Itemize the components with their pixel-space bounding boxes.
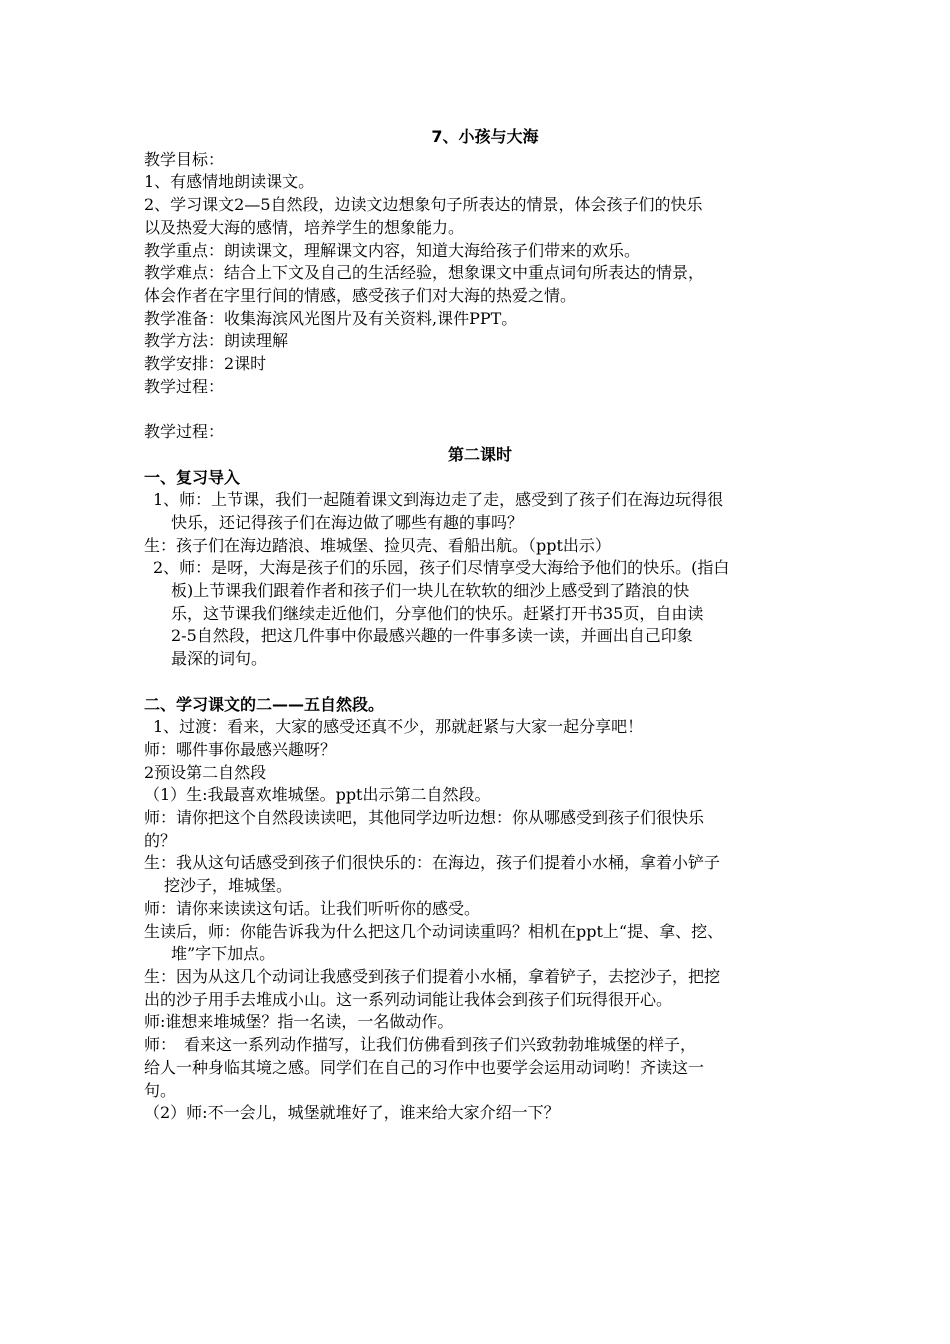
spacer [144, 398, 816, 421]
objective-item-2-line-2: 以及热爱大海的感情，培养学生的想象能力。 [144, 217, 465, 237]
section-2-line: 的？ [144, 830, 177, 850]
section-2-line: 师：请你来读读这句话。让我们听听你的感受。 [144, 898, 481, 918]
page-title: 7、小孩与大海 [431, 127, 539, 146]
section-1-p2-line-2: 板)上节课我们跟着作者和孩子们一块儿在软软的细沙上感受到了踏浪的快 [171, 581, 690, 601]
section-2-line: 挖沙子，堆城堡。 [164, 876, 293, 896]
section-1-p2-line-5: 最深的词句。 [171, 649, 268, 669]
section-2-line: 生：我从这句话感受到孩子们很快乐的：在海边，孩子们提着小水桶，拿着小铲子 [144, 853, 721, 873]
section-2-line: 师:谁想来堆城堡？指一名读，一名做动作。 [144, 1012, 454, 1032]
section-1-p2-line-3: 乐，这节课我们继续走近他们，分享他们的快乐。赶紧打开书35页，自由读 [171, 603, 704, 623]
difficulty-line-2: 体会作者在字里行间的情感，感受孩子们对大海的热爱之情。 [144, 285, 577, 305]
objective-item-2-line-1: 2、学习课文2—5自然段，边读文边想象句子所表达的情景，体会孩子们的快乐 [144, 195, 703, 215]
section-1-p2-line-1: 2、师：是呀，大海是孩子们的乐园，孩子们尽情享受大海给予他们的快乐。(指白 [153, 558, 730, 578]
section-2-line: 师：请你把这个自然段读读吧，其他同学边听边想：你从哪感受到孩子们很快乐 [144, 808, 705, 828]
section-2-line: 师：哪件事你最感兴趣呀？ [144, 739, 337, 759]
schedule: 教学安排：2课时 [144, 354, 267, 374]
spacer [144, 671, 816, 694]
section-1-p1-line-2: 快乐，还记得孩子们在海边做了哪些有趣的事吗？ [171, 512, 524, 532]
section-2-line: （2）师:不一会儿，城堡就堆好了，谁来给大家介绍一下？ [144, 1103, 560, 1123]
section-2-line: 2预设第二自然段 [144, 762, 267, 782]
process-label-2: 教学过程： [144, 422, 225, 442]
preparation: 教学准备：收集海滨风光图片及有关资料,课件PPT。 [144, 308, 518, 328]
lesson-plan [144, 126, 816, 1125]
section-2-line: 生：因为从这几个动词让我感受到孩子们提着小水桶，拿着铲子，去挖沙子，把挖 [144, 966, 721, 986]
section-2-line: 出的沙子用手去堆成小山。这一系列动词能让我体会到孩子们玩得很开心。 [144, 989, 673, 1009]
section-2-line: 1、过渡：看来，大家的感受还真不少，那就赶紧与大家一起分享吧！ [153, 717, 644, 737]
section-2-line: 师： 看来这一系列动作描写，让我们仿佛看到孩子们兴致勃勃堆城堡的样子， [144, 1035, 697, 1055]
section-2-line: （1）生:我最喜欢堆城堡。ppt出示第二自然段。 [144, 785, 491, 805]
key-point: 教学重点：朗读课文，理解课文内容，知道大海给孩子们带来的欢乐。 [144, 240, 641, 260]
section-1-student-answer: 生：孩子们在海边踏浪、堆城堡、捡贝壳、看船出航。（ppt出示） [144, 535, 611, 555]
objectives-label: 教学目标： [144, 149, 225, 169]
section-1-p1-line-1: 1、师：上节课，我们一起随着课文到海边走了走，感受到了孩子们在海边玩得很 [153, 490, 724, 510]
section-2-heading: 二、学习课文的二——五自然段。 [144, 694, 385, 714]
section-2-line: 给人一种身临其境之感。同学们在自己的习作中也要学会运用动词哟！齐读这一 [144, 1057, 705, 1077]
section-1-p2-line-4: 2-5自然段，把这几件事中你最感兴趣的一件事多读一读，并画出自己印象 [171, 626, 693, 646]
section-2-line: 句。 [144, 1080, 177, 1100]
lesson-heading: 第二课时 [447, 444, 512, 464]
process-label-1: 教学过程： [144, 376, 225, 396]
objective-item-1: 1、有感情地朗读课文。 [144, 172, 315, 192]
section-2-line: 堆”字下加点。 [171, 944, 276, 964]
method: 教学方法：朗读理解 [144, 331, 289, 351]
section-1-heading: 一、复习导入 [144, 467, 241, 487]
section-2-line: 生读后，师：你能告诉我为什么把这几个动词读重吗？相机在ppt上“提、拿、挖、 [144, 921, 724, 941]
difficulty-line-1: 教学难点：结合上下文及自己的生活经验，想象课文中重点词句所表达的情景， [144, 263, 705, 283]
